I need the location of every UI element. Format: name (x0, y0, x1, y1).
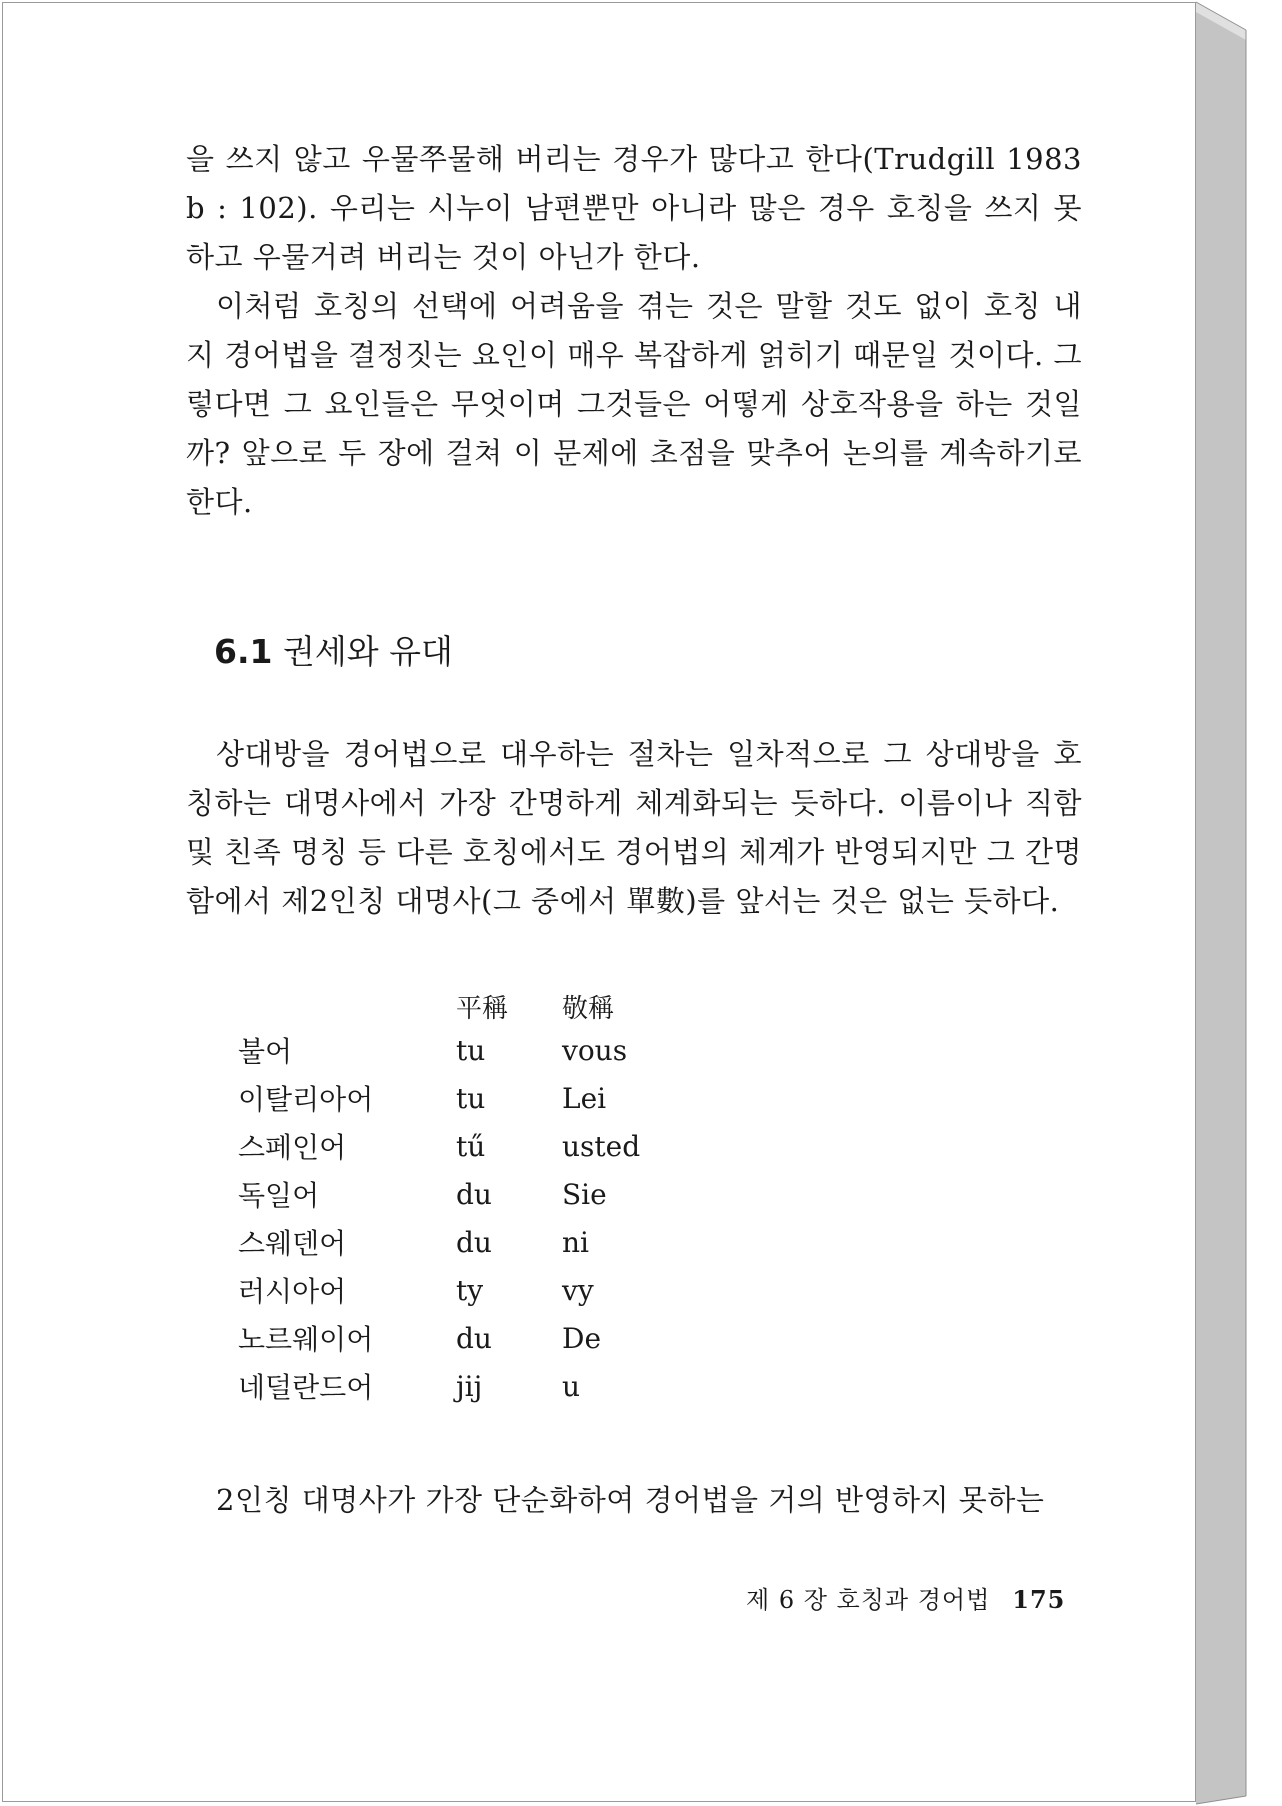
language-cell: 네덜란드어 (238, 1371, 374, 1404)
language-cell: 스페인어 (238, 1131, 347, 1164)
closing-text (186, 1476, 1082, 1525)
plain-cell: du (456, 1321, 492, 1355)
pronoun-table (238, 986, 722, 1410)
honorific-cell: usted (562, 1129, 641, 1163)
honorific-cell: De (562, 1321, 602, 1355)
honorific-cell: Sie (562, 1177, 607, 1211)
table-row (238, 1266, 722, 1314)
page-footer (746, 1584, 1065, 1616)
table-row (238, 1170, 722, 1218)
table-row (238, 1362, 722, 1410)
intro-text (186, 135, 1082, 527)
pronoun-table-header-row (238, 986, 722, 1026)
body-paragraph-2: 이처럼 호칭의 선택에 어려움을 겪는 것은 말할 것도 없이 호칭 내지 경어법을 결정짓는 요인이 매우 복잡하게 얽히기 때문일 것이다. 그렇다면 그 요인들은 무엇이며 그것들은 어떻게 상호작용을 하는 것일까? 앞으로 두 장에 걸쳐 이 문제에 초점을 맞추어 논의를 계속하기로 한다. (186, 289, 1082, 519)
plain-cell: du (456, 1225, 492, 1259)
honorific-cell: ni (562, 1225, 589, 1259)
body-paragraph-1: 을 쓰지 않고 우물쭈물해 버리는 경우가 많다고 한다(Trudgill 1983 b : 102). 우리는 시누이 남편뿐만 아니라 많은 경우 호칭을 쓰지 못하고 우물거려 버리는 것이 아닌가 한다. (186, 142, 1082, 274)
table-row (238, 1122, 722, 1170)
language-cell: 불어 (238, 1035, 293, 1068)
honorific-cell: vous (562, 1033, 628, 1067)
page-number: 175 (1012, 1585, 1066, 1614)
language-cell: 노르웨이어 (238, 1323, 374, 1356)
section-title: 권세와 유대 (282, 632, 453, 671)
plain-cell: jij (456, 1369, 483, 1403)
plain-cell: du (456, 1177, 492, 1211)
table-row (238, 1074, 722, 1122)
section-paragraph-1: 상대방을 경어법으로 대우하는 절차는 일차적으로 그 상대방을 호칭하는 대명사에서 가장 간명하게 체계화되는 듯하다. 이름이나 직함 및 친족 명칭 등 다른 호칭에서도 경어법의 체계가 반영되지만 그 간명함에서 제2인칭 대명사(그 중에서 單數)를 앞서는 것은 없는 듯하다. (186, 737, 1082, 918)
table-row (238, 1026, 722, 1074)
header-plain: 平稱 (456, 993, 509, 1024)
closing-paragraph-1: 2인칭 대명사가 가장 단순화하여 경어법을 거의 반영하지 못하는 (216, 1483, 1045, 1517)
table-row (238, 1314, 722, 1362)
header-honorific: 敬稱 (562, 993, 615, 1024)
language-cell: 러시아어 (238, 1275, 347, 1308)
plain-cell: tű (456, 1129, 486, 1163)
table-row (238, 1218, 722, 1266)
section-number: 6.1 (214, 632, 273, 671)
language-cell: 독일어 (238, 1179, 320, 1212)
plain-cell: tu (456, 1081, 486, 1115)
header-language (238, 986, 456, 1026)
section-heading (214, 632, 453, 672)
language-cell: 이탈리아어 (238, 1083, 374, 1116)
section-text (186, 730, 1082, 926)
honorific-cell: Lei (562, 1081, 607, 1115)
honorific-cell: vy (562, 1273, 594, 1307)
running-chapter-title: 제 6 장 호칭과 경어법 (746, 1586, 991, 1614)
honorific-cell: u (562, 1369, 581, 1403)
plain-cell: ty (456, 1273, 484, 1307)
language-cell: 스웨덴어 (238, 1227, 347, 1260)
plain-cell: tu (456, 1033, 486, 1067)
